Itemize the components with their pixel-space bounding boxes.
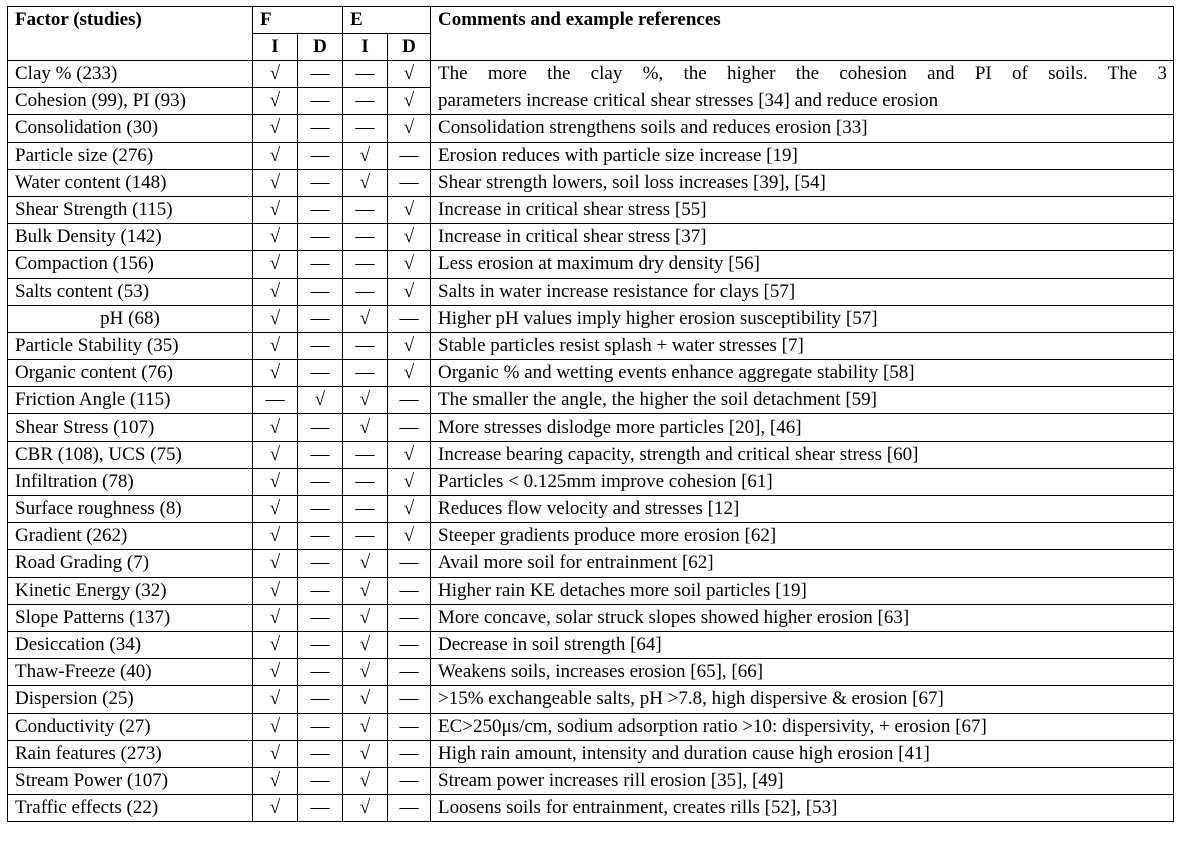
mark-cell-fi: √ bbox=[253, 659, 298, 686]
table-row bbox=[8, 740, 1174, 767]
comment-cell: Higher rain KE detaches more soil particles [19] bbox=[431, 577, 1174, 604]
mark-cell-fi: √ bbox=[253, 740, 298, 767]
table-row bbox=[8, 115, 1174, 142]
factor-cell: Friction Angle (115) bbox=[8, 387, 253, 414]
comment-cell: Shear strength lowers, soil loss increases [39], [54] bbox=[431, 169, 1174, 196]
mark-cell-fd: — bbox=[298, 169, 343, 196]
factor-cell: Consolidation (30) bbox=[8, 115, 253, 142]
mark-cell-fi: √ bbox=[253, 196, 298, 223]
comment-cell: Less erosion at maximum dry density [56] bbox=[431, 251, 1174, 278]
table-row bbox=[8, 604, 1174, 631]
mark-cell-ei: √ bbox=[343, 795, 388, 822]
comment-cell: Erosion reduces with particle size increase [19] bbox=[431, 142, 1174, 169]
mark-cell-ed: — bbox=[388, 686, 431, 713]
factor-cell: Infiltration (78) bbox=[8, 468, 253, 495]
table-row bbox=[8, 196, 1174, 223]
comment-cell: Particles < 0.125mm improve cohesion [61] bbox=[431, 468, 1174, 495]
mark-cell-ed: √ bbox=[388, 360, 431, 387]
table-row bbox=[8, 767, 1174, 794]
mark-cell-fd: — bbox=[298, 278, 343, 305]
mark-cell-fd: — bbox=[298, 795, 343, 822]
comment-cell: Organic % and wetting events enhance aggregate stability [58] bbox=[431, 360, 1174, 387]
mark-cell-ei: — bbox=[343, 61, 388, 88]
comments-header: Comments and example references bbox=[431, 7, 1174, 61]
comment-cell: Increase in critical shear stress [55] bbox=[431, 196, 1174, 223]
mark-cell-ed: — bbox=[388, 169, 431, 196]
table-row bbox=[8, 224, 1174, 251]
mark-cell-ed: — bbox=[388, 740, 431, 767]
comment-cell: More concave, solar struck slopes showed higher erosion [63] bbox=[431, 604, 1174, 631]
mark-cell-ed: √ bbox=[388, 224, 431, 251]
factor-cell: Organic content (76) bbox=[8, 360, 253, 387]
table-row bbox=[8, 251, 1174, 278]
mark-cell-ed: — bbox=[388, 795, 431, 822]
header-row-1 bbox=[8, 7, 1174, 34]
mark-cell-fi: √ bbox=[253, 523, 298, 550]
factor-cell: Road Grading (7) bbox=[8, 550, 253, 577]
sub-header-f-i: I bbox=[253, 34, 298, 61]
mark-cell-fi: √ bbox=[253, 115, 298, 142]
table-row bbox=[8, 550, 1174, 577]
group-e-header: E bbox=[343, 7, 431, 34]
mark-cell-fd: — bbox=[298, 659, 343, 686]
factor-cell: pH (68) bbox=[8, 305, 253, 332]
mark-cell-fd: — bbox=[298, 332, 343, 359]
mark-cell-fd: — bbox=[298, 713, 343, 740]
mark-cell-ei: — bbox=[343, 88, 388, 115]
mark-cell-fd: — bbox=[298, 577, 343, 604]
mark-cell-fd: — bbox=[298, 740, 343, 767]
mark-cell-ei: √ bbox=[343, 142, 388, 169]
factor-cell: Desiccation (34) bbox=[8, 631, 253, 658]
mark-cell-ei: — bbox=[343, 468, 388, 495]
mark-cell-fd: — bbox=[298, 414, 343, 441]
table-row bbox=[8, 577, 1174, 604]
mark-cell-fd: — bbox=[298, 468, 343, 495]
mark-cell-ed: √ bbox=[388, 468, 431, 495]
comment-cell: Stream power increases rill erosion [35], [49] bbox=[431, 767, 1174, 794]
mark-cell-fd: — bbox=[298, 523, 343, 550]
factor-cell: Particle Stability (35) bbox=[8, 332, 253, 359]
mark-cell-ed: — bbox=[388, 767, 431, 794]
mark-cell-fi: √ bbox=[253, 61, 298, 88]
mark-cell-fi: √ bbox=[253, 360, 298, 387]
comment-cell: EC>250μs/cm, sodium adsorption ratio >10: dispersivity, + erosion [67] bbox=[431, 713, 1174, 740]
factor-cell: Salts content (53) bbox=[8, 278, 253, 305]
mark-cell-fi: √ bbox=[253, 414, 298, 441]
mark-cell-fi: √ bbox=[253, 224, 298, 251]
comment-cell: Decrease in soil strength [64] bbox=[431, 631, 1174, 658]
mark-cell-fd: — bbox=[298, 224, 343, 251]
mark-cell-fi: √ bbox=[253, 278, 298, 305]
comment-cell: The smaller the angle, the higher the soil detachment [59] bbox=[431, 387, 1174, 414]
table-row bbox=[8, 278, 1174, 305]
comment-cell: Increase in critical shear stress [37] bbox=[431, 224, 1174, 251]
table-body bbox=[8, 61, 1174, 822]
mark-cell-fd: — bbox=[298, 441, 343, 468]
mark-cell-ed: — bbox=[388, 659, 431, 686]
mark-cell-fd: — bbox=[298, 88, 343, 115]
mark-cell-fd: — bbox=[298, 61, 343, 88]
mark-cell-ei: √ bbox=[343, 713, 388, 740]
mark-cell-ei: — bbox=[343, 278, 388, 305]
mark-cell-fd: — bbox=[298, 767, 343, 794]
mark-cell-fi: √ bbox=[253, 686, 298, 713]
mark-cell-fd: — bbox=[298, 142, 343, 169]
mark-cell-fd: — bbox=[298, 631, 343, 658]
mark-cell-fd: — bbox=[298, 251, 343, 278]
mark-cell-fd: — bbox=[298, 360, 343, 387]
mark-cell-fi: √ bbox=[253, 332, 298, 359]
mark-cell-ei: — bbox=[343, 251, 388, 278]
mark-cell-ed: — bbox=[388, 713, 431, 740]
factor-cell: Gradient (262) bbox=[8, 523, 253, 550]
mark-cell-fi: √ bbox=[253, 631, 298, 658]
mark-cell-ei: — bbox=[343, 115, 388, 142]
mark-cell-ei: √ bbox=[343, 631, 388, 658]
mark-cell-fi: √ bbox=[253, 604, 298, 631]
mark-cell-fd: — bbox=[298, 686, 343, 713]
mark-cell-ei: — bbox=[343, 523, 388, 550]
comment-cell: >15% exchangeable salts, pH >7.8, high dispersive & erosion [67] bbox=[431, 686, 1174, 713]
comment-cell: High rain amount, intensity and duration cause high erosion [41] bbox=[431, 740, 1174, 767]
mark-cell-fd: √ bbox=[298, 387, 343, 414]
mark-cell-fd: — bbox=[298, 305, 343, 332]
factor-cell: Slope Patterns (137) bbox=[8, 604, 253, 631]
table-row bbox=[8, 332, 1174, 359]
table-row bbox=[8, 360, 1174, 387]
factor-cell: Conductivity (27) bbox=[8, 713, 253, 740]
mark-cell-ed: √ bbox=[388, 278, 431, 305]
mark-cell-ed: — bbox=[388, 387, 431, 414]
mark-cell-ed: √ bbox=[388, 332, 431, 359]
comment-cell: Steeper gradients produce more erosion [62] bbox=[431, 523, 1174, 550]
factor-cell: Shear Stress (107) bbox=[8, 414, 253, 441]
table-row bbox=[8, 169, 1174, 196]
mark-cell-fd: — bbox=[298, 115, 343, 142]
factor-cell: Dispersion (25) bbox=[8, 686, 253, 713]
table-row bbox=[8, 142, 1174, 169]
mark-cell-fi: √ bbox=[253, 305, 298, 332]
mark-cell-ei: √ bbox=[343, 767, 388, 794]
factor-cell: Cohesion (99), PI (93) bbox=[8, 88, 253, 115]
mark-cell-fi: √ bbox=[253, 468, 298, 495]
mark-cell-fi: √ bbox=[253, 88, 298, 115]
factor-cell: Stream Power (107) bbox=[8, 767, 253, 794]
mark-cell-ei: — bbox=[343, 496, 388, 523]
mark-cell-fi: √ bbox=[253, 713, 298, 740]
mark-cell-fd: — bbox=[298, 196, 343, 223]
table-row bbox=[8, 441, 1174, 468]
comment-cell: Higher pH values imply higher erosion susceptibility [57] bbox=[431, 305, 1174, 332]
table-row bbox=[8, 387, 1174, 414]
sub-header-e-i: I bbox=[343, 34, 388, 61]
factor-cell: Compaction (156) bbox=[8, 251, 253, 278]
comment-cell: Increase bearing capacity, strength and critical shear stress [60] bbox=[431, 441, 1174, 468]
factor-cell: Bulk Density (142) bbox=[8, 224, 253, 251]
comment-cell: The more the clay %, the higher the cohesion and PI of soils. The 3 bbox=[431, 61, 1174, 88]
mark-cell-ei: √ bbox=[343, 686, 388, 713]
mark-cell-ei: √ bbox=[343, 577, 388, 604]
table-row bbox=[8, 795, 1174, 822]
comment-cell: Weakens soils, increases erosion [65], [66] bbox=[431, 659, 1174, 686]
mark-cell-ei: √ bbox=[343, 550, 388, 577]
sub-header-f-d: D bbox=[298, 34, 343, 61]
mark-cell-ei: √ bbox=[343, 387, 388, 414]
mark-cell-ei: √ bbox=[343, 169, 388, 196]
comment-cell: Reduces flow velocity and stresses [12] bbox=[431, 496, 1174, 523]
mark-cell-ed: √ bbox=[388, 61, 431, 88]
comment-cell: Avail more soil for entrainment [62] bbox=[431, 550, 1174, 577]
table-row bbox=[8, 468, 1174, 495]
mark-cell-ed: √ bbox=[388, 115, 431, 142]
mark-cell-fi: √ bbox=[253, 795, 298, 822]
table-row bbox=[8, 713, 1174, 740]
table-row bbox=[8, 659, 1174, 686]
factor-cell: Water content (148) bbox=[8, 169, 253, 196]
comment-cell: Loosens soils for entrainment, creates rills [52], [53] bbox=[431, 795, 1174, 822]
mark-cell-ed: √ bbox=[388, 196, 431, 223]
comment-cell: Consolidation strengthens soils and reduces erosion [33] bbox=[431, 115, 1174, 142]
factor-cell: Particle size (276) bbox=[8, 142, 253, 169]
table-row bbox=[8, 88, 1174, 115]
factor-cell: Kinetic Energy (32) bbox=[8, 577, 253, 604]
table-row bbox=[8, 686, 1174, 713]
table-row bbox=[8, 61, 1174, 88]
table-row bbox=[8, 496, 1174, 523]
mark-cell-ed: √ bbox=[388, 523, 431, 550]
mark-cell-ei: — bbox=[343, 360, 388, 387]
mark-cell-ei: — bbox=[343, 196, 388, 223]
factor-cell: Shear Strength (115) bbox=[8, 196, 253, 223]
mark-cell-ei: — bbox=[343, 332, 388, 359]
mark-cell-fd: — bbox=[298, 604, 343, 631]
mark-cell-fi: √ bbox=[253, 142, 298, 169]
comment-cell: parameters increase critical shear stresses [34] and reduce erosion bbox=[431, 88, 1174, 115]
mark-cell-ei: — bbox=[343, 441, 388, 468]
factor-cell: CBR (108), UCS (75) bbox=[8, 441, 253, 468]
mark-cell-ei: √ bbox=[343, 740, 388, 767]
table-row bbox=[8, 414, 1174, 441]
mark-cell-ed: — bbox=[388, 604, 431, 631]
factor-cell: Rain features (273) bbox=[8, 740, 253, 767]
table-row bbox=[8, 305, 1174, 332]
group-f-header: F bbox=[253, 7, 343, 34]
comment-cell: Salts in water increase resistance for clays [57] bbox=[431, 278, 1174, 305]
mark-cell-ed: — bbox=[388, 305, 431, 332]
factor-cell: Thaw-Freeze (40) bbox=[8, 659, 253, 686]
mark-cell-ed: √ bbox=[388, 88, 431, 115]
mark-cell-ed: √ bbox=[388, 251, 431, 278]
mark-cell-fi: √ bbox=[253, 169, 298, 196]
mark-cell-ei: — bbox=[343, 224, 388, 251]
mark-cell-fi: √ bbox=[253, 550, 298, 577]
factor-cell: Surface roughness (8) bbox=[8, 496, 253, 523]
mark-cell-ei: √ bbox=[343, 305, 388, 332]
factors-table bbox=[7, 6, 1174, 822]
mark-cell-ed: √ bbox=[388, 441, 431, 468]
mark-cell-ed: — bbox=[388, 631, 431, 658]
table-row bbox=[8, 631, 1174, 658]
mark-cell-fi: √ bbox=[253, 441, 298, 468]
comment-cell: More stresses dislodge more particles [20], [46] bbox=[431, 414, 1174, 441]
mark-cell-ei: √ bbox=[343, 604, 388, 631]
factor-cell: Traffic effects (22) bbox=[8, 795, 253, 822]
mark-cell-ed: — bbox=[388, 577, 431, 604]
sub-header-e-d: D bbox=[388, 34, 431, 61]
mark-cell-fd: — bbox=[298, 550, 343, 577]
table-row bbox=[8, 523, 1174, 550]
mark-cell-fi: √ bbox=[253, 496, 298, 523]
mark-cell-ed: — bbox=[388, 550, 431, 577]
mark-cell-fd: — bbox=[298, 496, 343, 523]
mark-cell-ei: √ bbox=[343, 659, 388, 686]
mark-cell-fi: √ bbox=[253, 767, 298, 794]
mark-cell-ed: √ bbox=[388, 496, 431, 523]
mark-cell-fi: √ bbox=[253, 577, 298, 604]
mark-cell-ed: — bbox=[388, 414, 431, 441]
factor-header: Factor (studies) bbox=[8, 7, 253, 61]
mark-cell-fi: √ bbox=[253, 251, 298, 278]
mark-cell-fi: — bbox=[253, 387, 298, 414]
mark-cell-ed: — bbox=[388, 142, 431, 169]
mark-cell-ei: √ bbox=[343, 414, 388, 441]
factor-cell: Clay % (233) bbox=[8, 61, 253, 88]
comment-cell: Stable particles resist splash + water stresses [7] bbox=[431, 332, 1174, 359]
